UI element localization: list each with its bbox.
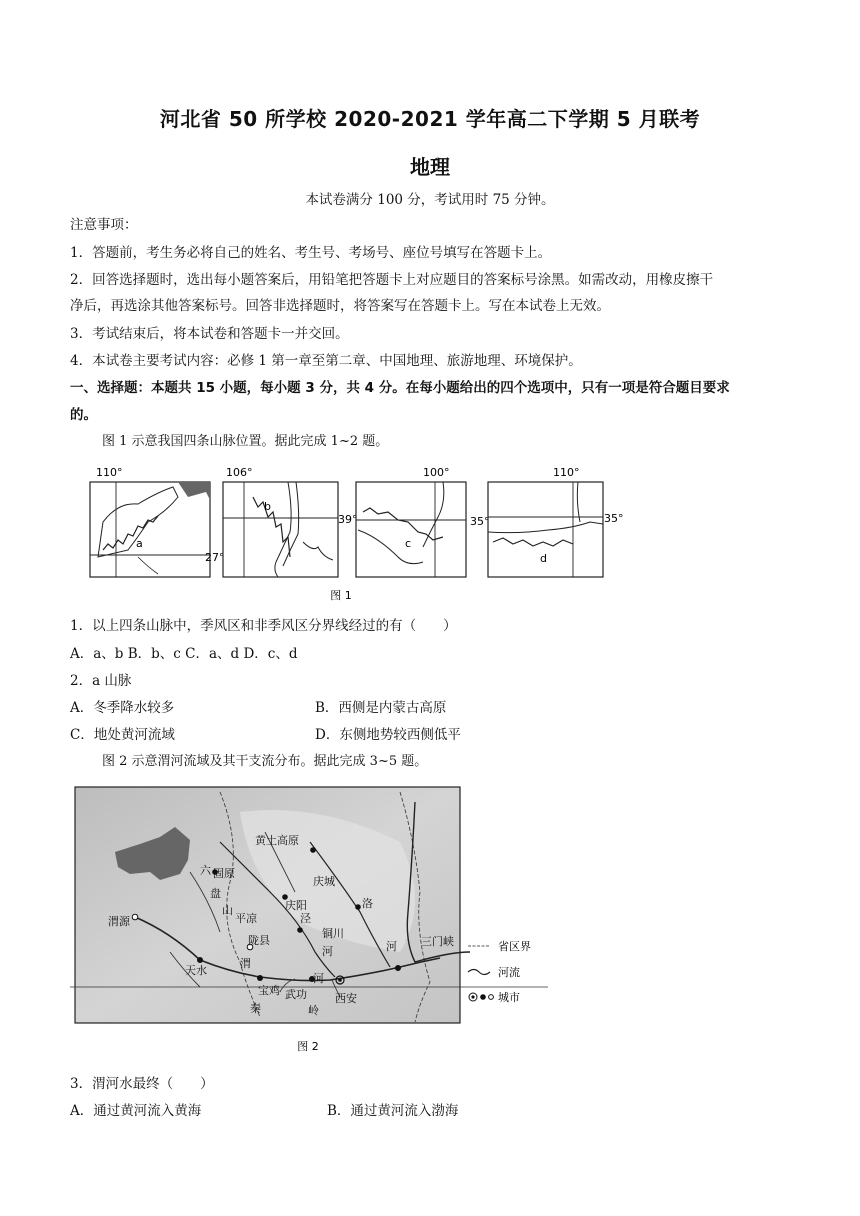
legend-city-label: 城市 (498, 991, 520, 1004)
map-label-he-2: 河 (386, 940, 397, 953)
map-label-tianshui: 天水 (185, 964, 207, 977)
figure1-mountain-maps (78, 462, 623, 607)
map-label-he-1: 河 (322, 945, 333, 958)
map-label-luo: 洛 (362, 897, 373, 910)
q3-stem: 3．渭河水最终（ ） (70, 1076, 214, 1092)
map-label-loess-plateau: 黄土高原 (255, 834, 299, 847)
map-label-qingyang: 庆阳 (285, 899, 307, 912)
note-item: 4．本试卷主要考试内容：必修 1 第一章至第二章、中国地理、旅游地理、环境保护。 (70, 353, 582, 369)
figure1-panel-b (223, 482, 338, 577)
q2-option-a: A．冬季降水较多 (70, 700, 175, 716)
map-label-jing: 泾 (300, 912, 311, 925)
panel-a-side-label: 27° (205, 551, 225, 564)
figure1-panel-c (356, 482, 466, 577)
panel-b-range-label: b (264, 500, 271, 513)
q2-option-b: B．西侧是内蒙古高原 (315, 700, 447, 716)
exam-info: 本试卷满分 100 分，考试用时 75 分钟。 (305, 192, 555, 208)
q1-stem: 1．以上四条山脉中，季风区和非季风区分界线经过的有（ ） (70, 618, 457, 634)
note-item: 2．回答选择题时，选出每小题答案后，用铅笔把答题卡上对应题目的答案标号涂黑。如需改动，用橡皮擦干 (70, 272, 714, 288)
map-label-liupan-1: 六 (200, 864, 211, 877)
section-heading: 一、选择题：本题共 15 小题，每小题 3 分，共 4 分。在每小题给出的四个选项中，只有一项是符合题目要求 (70, 380, 730, 396)
panel-a-range-label: a (136, 537, 143, 550)
panel-a-top-label: 110° (96, 466, 123, 479)
legend-river-label: 河流 (498, 966, 520, 979)
figure1-panel-a (90, 482, 210, 577)
note-item: 3．考试结束后，将本试卷和答题卡一并交回。 (70, 326, 349, 342)
note-item: 1．答题前，考生务必将自己的姓名、考生号、考场号、座位号填写在答题卡上。 (70, 245, 552, 261)
map-label-liupan-2: 盘 (210, 887, 221, 900)
panel-c-side-label: 35° (470, 515, 490, 528)
panel-c-range-label: c (405, 537, 412, 550)
map-label-qin: 秦 (250, 1002, 261, 1015)
map-label-qingcheng: 庆城 (313, 875, 335, 888)
q3-option-a: A．通过黄河流入黄海 (70, 1103, 202, 1119)
q2-option-d: D．东侧地势较西侧低平 (315, 727, 461, 743)
panel-b-top-label: 106° (226, 466, 253, 479)
figure1-caption: 图 1 (330, 589, 352, 602)
map-label-wei: 渭 (240, 957, 251, 970)
panel-c-top-label: 100° (423, 466, 450, 479)
panel-b-side-label: 39° (338, 513, 358, 526)
figure2-intro: 图 2 示意渭河流域及其干支流分布。据此完成 3~5 题。 (102, 754, 428, 769)
legend-border-label: 省区界 (498, 940, 531, 953)
map-label-tongchuan: 铜川 (322, 927, 344, 940)
map-label-ling: 岭 (308, 1004, 319, 1017)
map-label-guyuan: 固原 (213, 867, 235, 880)
note-item: 净后，再选涂其他答案标号。回答非选择题时，将答案写在答题卡上。写在本试卷上无效。 (70, 298, 610, 314)
panel-d-range-label: d (540, 552, 547, 565)
map-label-wugong: 武功 (285, 988, 307, 1001)
map-label-longxian: 陇县 (248, 934, 270, 947)
map-label-pingliang: 平凉 (235, 912, 257, 925)
q3-option-b: B．通过黄河流入渤海 (327, 1103, 459, 1119)
map-label-baoji: 宝鸡 (258, 984, 280, 997)
q2-stem: 2．a 山脉 (70, 673, 132, 689)
figure1-intro: 图 1 示意我国四条山脉位置。据此完成 1~2 题。 (102, 434, 389, 449)
map-label-weiyuan: 渭源 (108, 915, 130, 928)
map-label-sanmenxia: 三门峡 (421, 935, 454, 948)
section-heading-cont: 的。 (70, 407, 97, 423)
exam-title: 河北省 50 所学校 2020-2021 学年高二下学期 5 月联考 (159, 107, 701, 131)
map-label-liupan-3: 山 (222, 904, 233, 917)
figure2-caption: 图 2 (297, 1040, 319, 1053)
q1-options: A．a、b B．b、c C．a、d D．c、d (70, 646, 298, 662)
panel-d-top-label: 110° (553, 466, 580, 479)
figure2-legend (468, 939, 531, 1004)
notes-heading: 注意事项： (70, 217, 138, 233)
panel-d-side-label: 35° (604, 512, 623, 525)
figure2-weihe-basin-map (70, 782, 548, 1062)
map-label-he-3: 河 (313, 972, 324, 985)
map-label-xian: 西安 (335, 992, 357, 1005)
subject-title: 地理 (410, 155, 450, 179)
q2-option-c: C．地处黄河流域 (70, 727, 175, 743)
